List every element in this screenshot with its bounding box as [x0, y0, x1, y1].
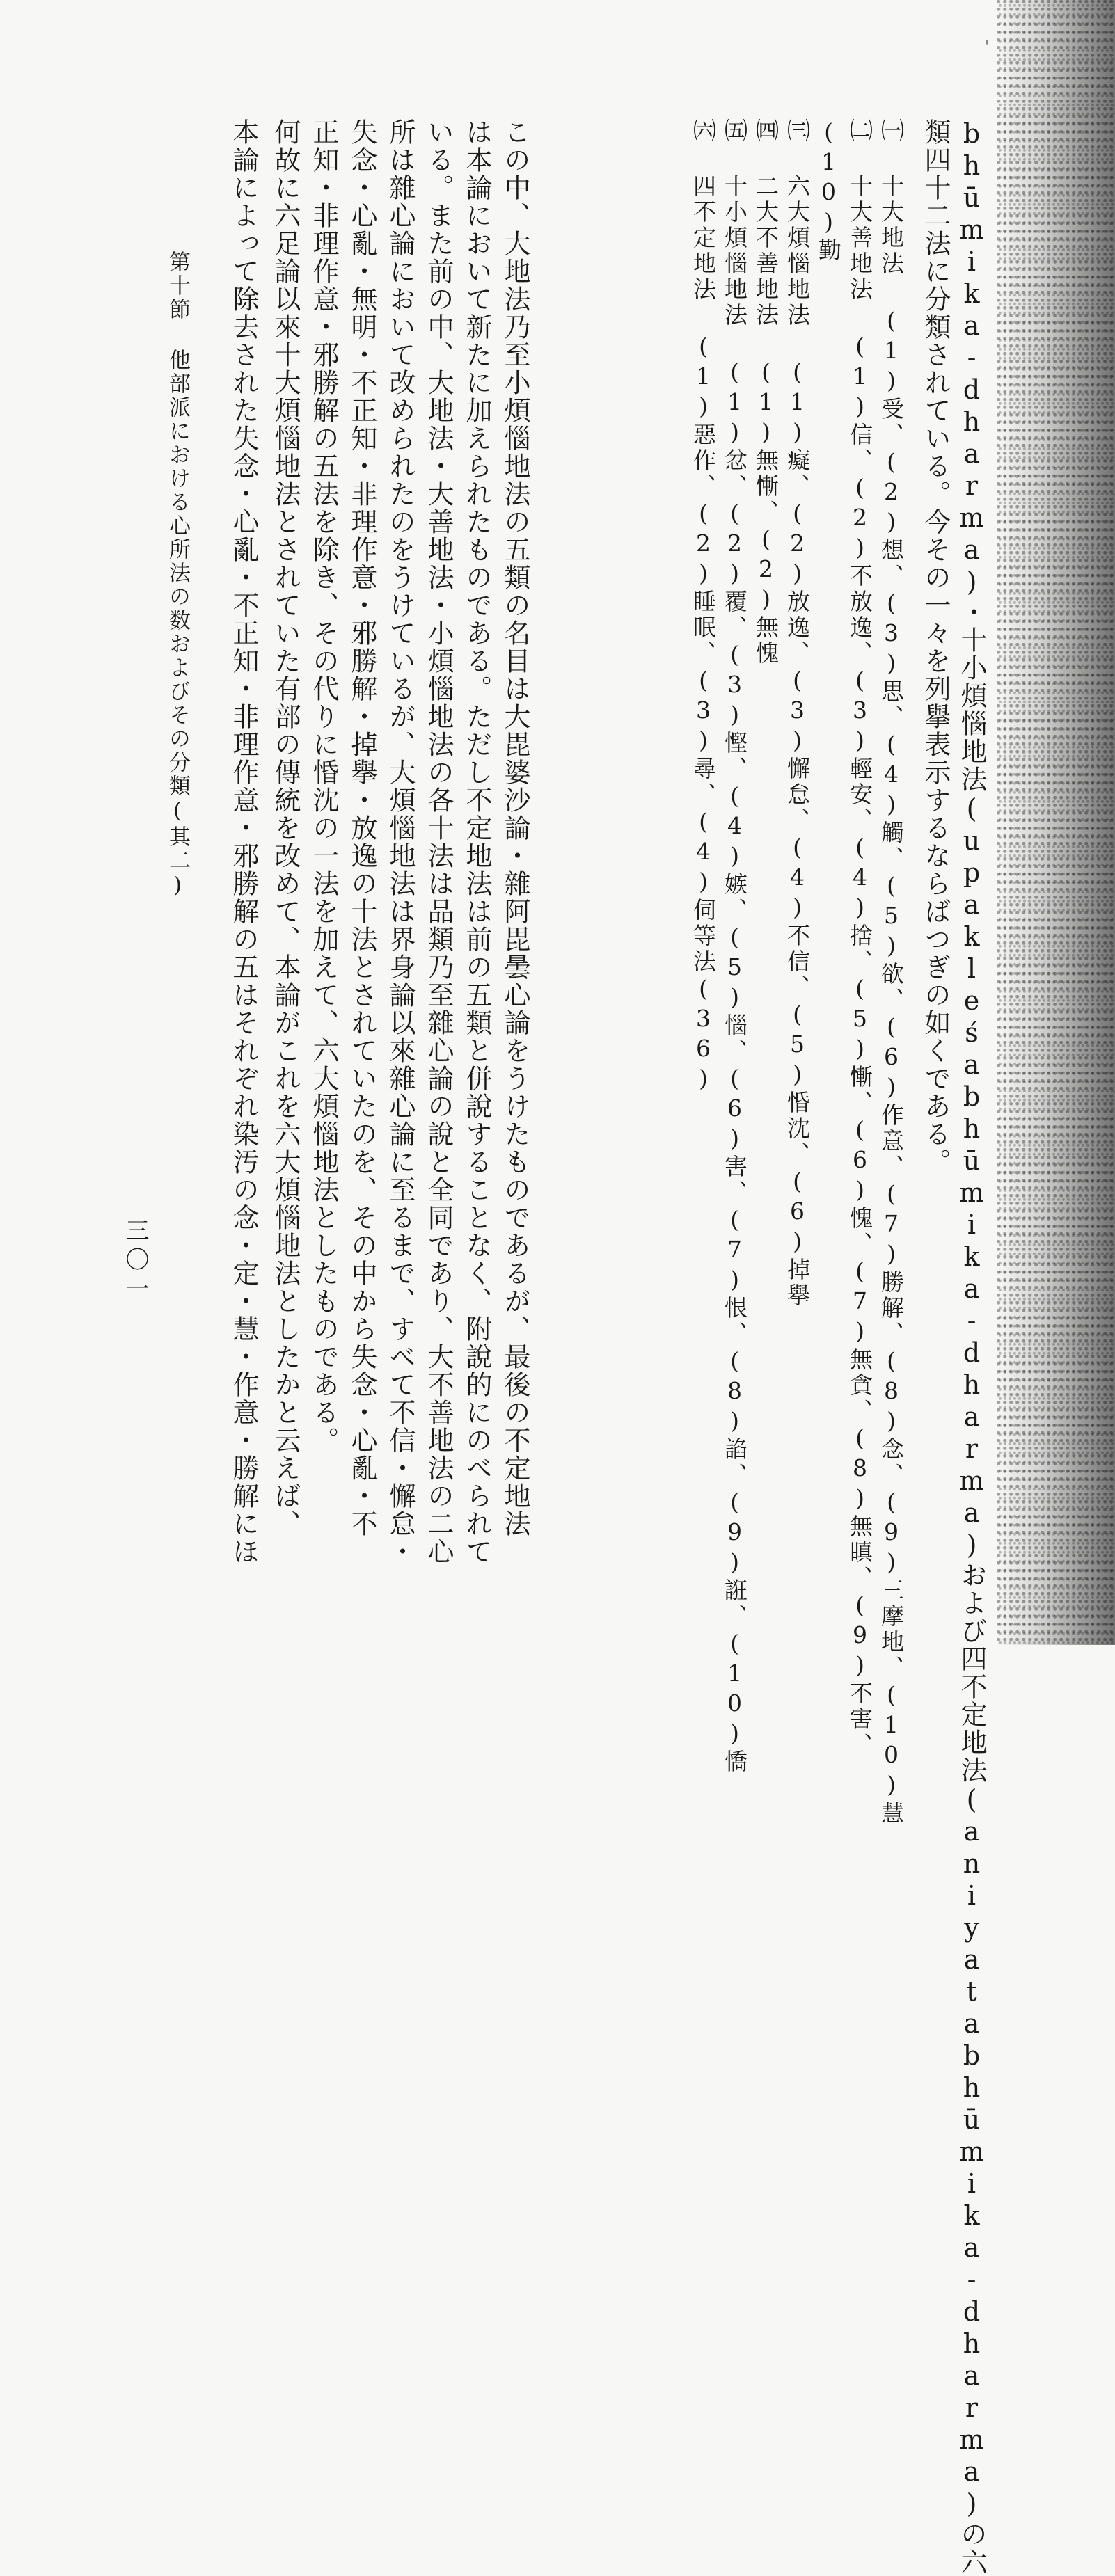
scan-edge-shadow	[997, 0, 1115, 1645]
list-item-2: ㈡ 十大善地法 (1)信、(2)不放逸、(3)輕安、(4)捨、(5)慚、(6)愧、(7)無貪、(8)無瞋、(9)不害、	[846, 118, 873, 1758]
list-item-6: ㈥ 四不定地法 (1)惡作、(2)睡眠、(3)尋、(4)伺等法(36)	[690, 118, 717, 1095]
list-item-5: ㈤ 十小煩惱地法 (1)忿、(2)覆、(3)慳、(4)嫉、(5)惱、(6)害、(7)恨、(8)諂、(9)誑、(10)憍	[721, 118, 748, 1775]
text-line: 本論によって除去された失念・心亂・不正知・非理作意・邪勝解の五はそれぞれ染汚の念・定・慧・作意・勝解にほ	[228, 118, 259, 1566]
text-line: この中、大地法乃至小煩惱地法の五類の名目は大毘婆沙論・雜阿毘曇心論をうけたものであるが、最後の不定地法	[500, 118, 530, 1538]
list-item-2-cont: (10)勤	[815, 118, 842, 264]
running-head: 第十節 他部派における心所法の数およびその分類(其二)	[165, 251, 190, 900]
list-item-1: ㈠ 十大地法 (1)受、(2)想、(3)思、(4)觸、(5)欲、(6)作意、(7)勝解、(8)念、(9)三摩地、(10)慧	[878, 118, 905, 1827]
scan-speck: '	[985, 38, 990, 56]
list-item-4: ㈣ 二大不善地法 (1)無慚、(2)無愧	[752, 118, 780, 667]
list-item-3: ㈢ 六大煩惱地法 (1)癡、(2)放逸、(3)懈怠、(4)不信、(5)惛沈、(6)掉擧	[784, 118, 811, 1309]
text-line: 失念・心亂・無明・不正知・非理作意・邪勝解・掉擧・放逸の十法とされていたのを、その中から失念・心亂・不	[347, 118, 377, 1538]
text-line: いる。また前の中、大地法・大善地法・小煩惱地法の各十法は品類乃至雜心論の說と全同であり、大不善地法の二心	[423, 118, 454, 1566]
text-line: は本論において新たに加えられたものである。ただし不定地法は前の五類と併說することなく、附說的にのべられて	[461, 118, 492, 1566]
text-line: 所は雜心論において改められたのをうけているが、大煩惱地法は界身論以來雜心論に至るまで、すべて不信・懈怠・	[385, 118, 416, 1566]
text-line: 類四十二法に分類されている。今その一々を列擧表示するならばつぎの如くである。	[920, 118, 951, 1176]
text-line: 正知・非理作意・邪勝解の五法を除き、その代りに惛沈の一法を加えて、六大煩惱地法としたものである。	[308, 118, 339, 1454]
text-line: bhūmika-dharma)・十小煩惱地法(upakleśabhūmika-dharma)および四不定地法(aniyatabhūmika-dharma)の六	[956, 118, 987, 2576]
text-line: 何故に六足論以來十大煩惱地法とされていた有部の傳統を改めて、本論がこれを六大煩惱地法としたかと云えば、	[270, 118, 301, 1538]
page-number: 三〇一	[121, 1218, 149, 1305]
